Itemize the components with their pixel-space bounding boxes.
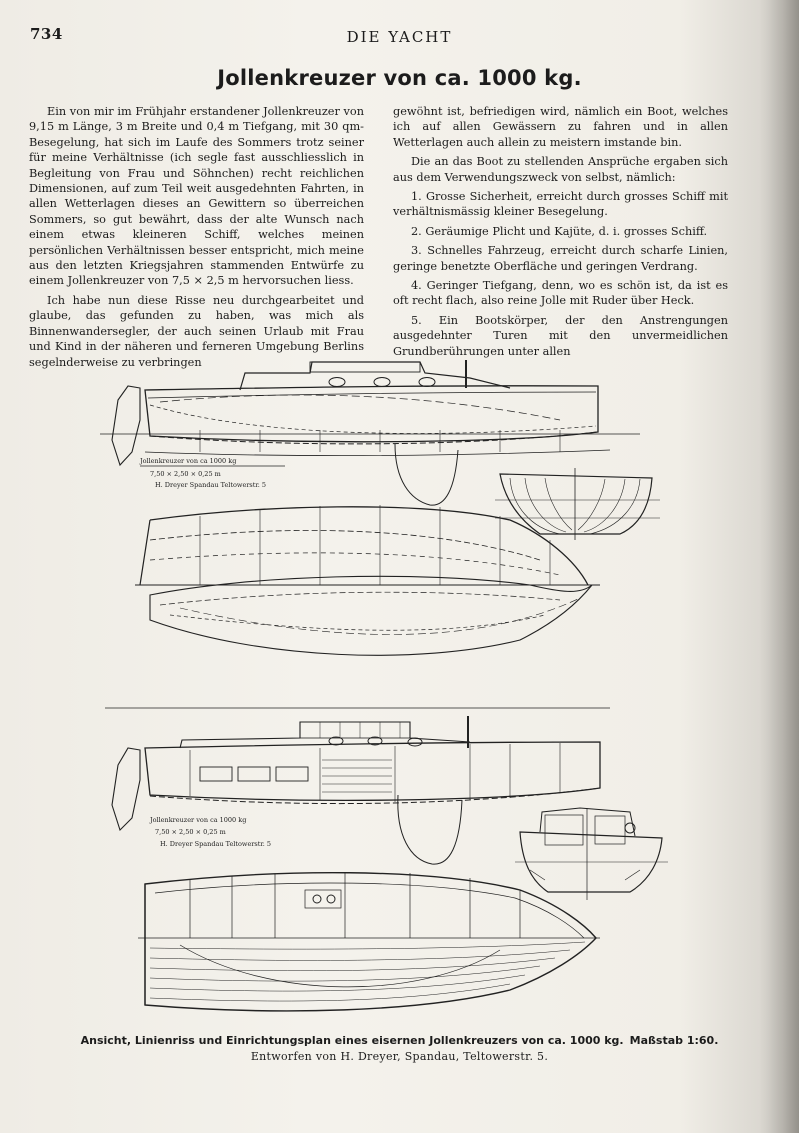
lines-plan-drawing	[135, 505, 600, 655]
list-item: 1. Grosse Sicherheit, erreicht durch grosses Schiff mit verhältnismässig kleiner Besegelung.	[393, 190, 728, 219]
figure-caption	[0, 1034, 799, 1047]
caption-scale: Maßstab 1:60.	[629, 1034, 719, 1047]
dimension-note: 7,50 × 2,50 × 0,25 m	[155, 828, 226, 836]
article-title: Jollenkreuzer von ca. 1000 kg.	[217, 66, 582, 90]
body-plan-drawing	[495, 468, 660, 540]
list-item: 4. Geringer Tiefgang, denn, wo es schön ist, da ist es oft recht flach, also reine Jolle mit Ruder über Heck.	[393, 279, 728, 308]
deck-plan-drawing	[138, 872, 600, 1011]
dimension-note: 7,50 × 2,50 × 0,25 m	[150, 470, 221, 478]
figure-credit: Entworfen von H. Dreyer, Spandau, Teltowerstr. 5.	[250, 1050, 549, 1063]
designer-note: H. Dreyer Spandau Teltowerstr. 5	[160, 840, 272, 848]
page-number: 734	[30, 25, 63, 43]
paragraph: gewöhnt ist, befriedigen wird, nämlich ein Boot, welches ich auf allen Gewässern zu fahren und in allen Wetterlagen auch allein zu meistern imstande bin.	[393, 105, 728, 149]
running-head: DIE YACHT	[346, 28, 453, 46]
list-item: 2. Geräumige Plicht und Kajüte, d. i. grosses Schiff.	[411, 224, 708, 238]
list-item: 5. Ein Bootskörper, der den Anstrengungen ausgedehnter Turen mit den unvermeidlichen Grundberührungen unter allen	[393, 313, 728, 358]
paragraph: Ein von mir im Frühjahr erstandener Jollenkreuzer von 9,15 m Länge, 3 m Breite und 0,4 m Tiefgang, mit 30 qm-Besegelung, hat sich im Laufe des Sommers trotz seiner für meine Verhältnisse (ich segle fast ausschliesslich in Begleitung von Frau und Söhnchen) recht reichlichen Dimensionen, auf zum Teil weit ausgedehnten Fahrten, in allen Wetterlagen dieses an Gewittern so überreichen Sommers, so gut bewährt, dass der alte Wunsch nach einem etwas kleineren Schiff, welches meinen persönlichen Verhältnissen besser entspricht, mich meine aus den letzten Kriegsjahren stammenden Entwürfe zu einem Jollenkreuzer von 7,5 × 2,5 m hervorsuchen liess.	[29, 105, 364, 288]
paragraph: Die an das Boot zu stellenden Ansprüche ergaben sich aus dem Verwendungszweck von selbst, nämlich:	[393, 155, 728, 184]
plate-label: Jollenkreuzer von ca 1000 kg	[150, 816, 247, 824]
plate-label: Jollenkreuzer von ca 1000 kg	[140, 457, 237, 465]
list-item: 3. Schnelles Fahrzeug, erreicht durch scharfe Linien, geringe benetzte Oberfläche und geringen Verdrang.	[393, 244, 728, 273]
caption-text: Ansicht, Linienriss und Einrichtungsplan eines eisernen Jollenkreuzers von ca. 1000 kg.	[80, 1034, 624, 1047]
designer-note: H. Dreyer Spandau Teltowerstr. 5	[155, 481, 267, 489]
midship-section-drawing	[515, 808, 668, 900]
paragraph: Ich habe nun diese Risse neu durchgearbeitet und glaube, das gefunden zu haben, was mich als Binnenwandersegler, der auch seinen Urlaub mit Frau und Kind in der näheren und ferneren Umgebung Berlins segelnderweise zu verbringen	[29, 293, 364, 369]
